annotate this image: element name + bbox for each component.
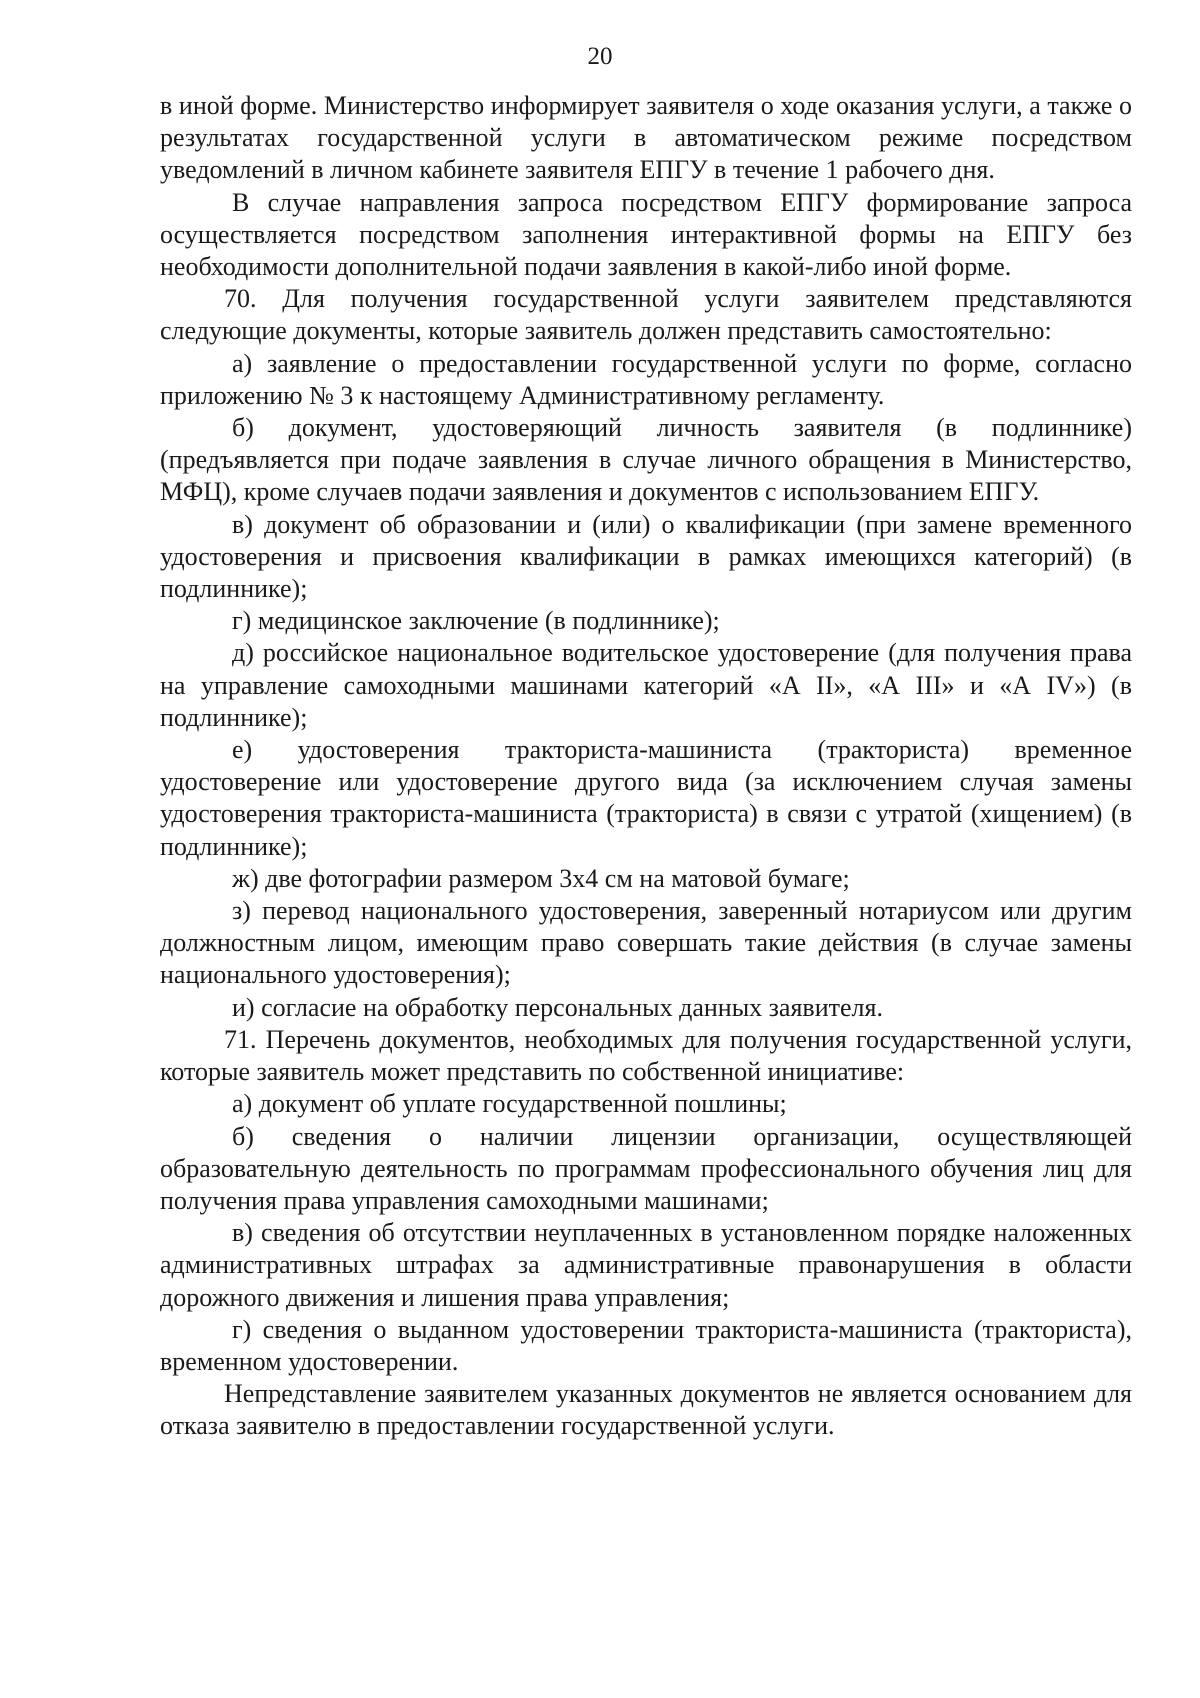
list-item-70-z: з) перевод национального удостоверения, заверенный нотариусом или другим должностным лицом, имеющим право совершать такие действия (в случае замены национального удостоверения); [160, 896, 1132, 990]
list-item-70-b: б) документ, удостоверяющий личность заявителя (в подлиннике) (предъявляется при подаче заявления в случае личного обращения в Министерство, МФЦ), кроме случаев подачи заявления и документов с использованием ЕПГУ. [160, 413, 1132, 507]
paragraph-item-71: 71. Перечень документов, необходимых для получения государственной услуги, которые заявитель может представить по собственной инициативе: [160, 1024, 1132, 1087]
list-item-70-d: д) российское национальное водительское удостоверение (для получения права на управление самоходными машинами категорий «А II», «А III» и «А IV») (в подлиннике); [160, 638, 1132, 732]
list-item-71-a: а) документ об уплате государственной пошлины; [232, 1089, 787, 1119]
paragraph-item-70: 70. Для получения государственной услуги заявителем представляются следующие документы, которые заявитель должен представить самостоятельно: [160, 284, 1132, 346]
paragraph-epgu-request: В случае направления запроса посредством ЕПГУ формирование запроса осуществляется посредством заполнения интерактивной формы на ЕПГУ без необходимости дополнительной подачи заявления в какой-либо иной форме. [160, 187, 1132, 282]
document-body [160, 90, 1132, 1443]
list-item-70-i: и) согласие на обработку персональных данных заявителя. [232, 992, 883, 1022]
list-item-70-g: г) медицинское заключение (в подлиннике); [232, 606, 720, 636]
list-item-70-e: е) удостоверения тракториста-машиниста (тракториста) временное удостоверение или удостоверение другого вида (за исключением случая замены удостоверения тракториста-машиниста (тракториста) в связи с утратой (хищением) (в подлиннике); [160, 735, 1132, 861]
paragraph-non-submission: Непредставление заявителем указанных документов не является основанием для отказа заявителю в предоставлении государственной услуги. [160, 1379, 1132, 1441]
list-item-71-g: г) сведения о выданном удостоверении тракториста-машиниста (тракториста), временном удостоверении. [160, 1314, 1132, 1376]
list-item-70-zh: ж) две фотографии размером 3х4 см на матовой бумаге; [232, 863, 850, 893]
list-item-71-v: в) сведения об отсутствии неуплаченных в установленном порядке наложенных административных штрафах за административные правонарушения в области дорожного движения и лишения права управления; [160, 1218, 1132, 1312]
list-item-71-b: б) сведения о наличии лицензии организации, осуществляющей образовательную деятельность по программам профессионального обучения лиц для получения права управления самоходными машинами; [160, 1121, 1132, 1215]
list-item-70-a: а) заявление о предоставлении государственной услуги по форме, согласно приложению № 3 к настоящему Административному регламенту. [160, 348, 1132, 410]
page-number: 20 [587, 43, 613, 70]
list-item-70-v: в) документ об образовании и (или) о квалификации (при замене временного удостоверения и присвоения квалификации в рамках имеющихся категорий) (в подлиннике); [160, 509, 1132, 604]
paragraph-continuation: в иной форме. Министерство информирует заявителя о ходе оказания услуги, а также о результатах государственной услуги в автоматическом режиме посредством уведомлений в личном кабинете заявителя ЕПГУ в течение 1 рабочего дня. [160, 91, 1132, 185]
